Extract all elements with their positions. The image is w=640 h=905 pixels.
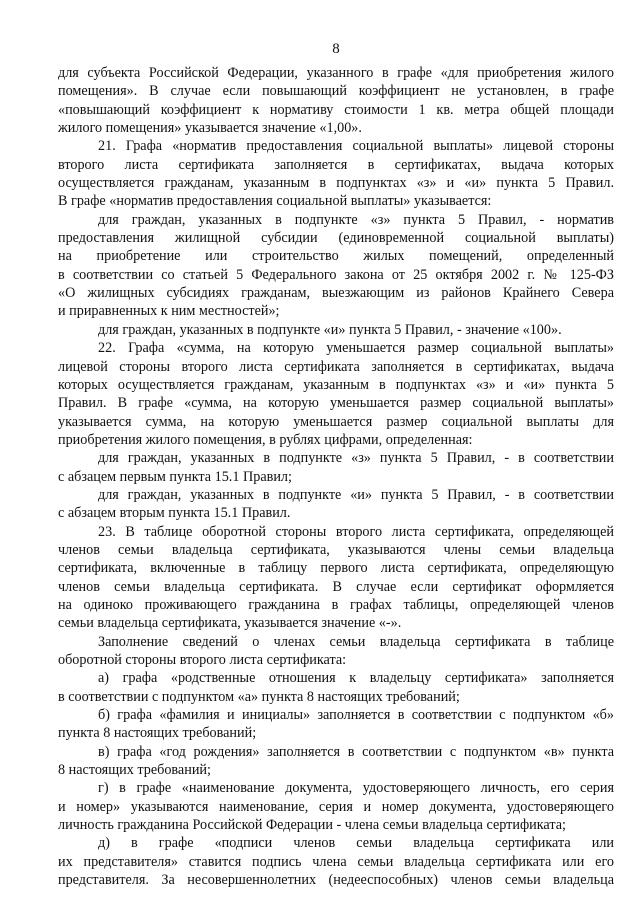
text-line: их представителя» ставится подпись члена семьи владельца сертификата или его [58, 853, 614, 870]
text-line: жилого помещения» указывается значение «1,00». [58, 120, 362, 137]
page-number: 8 [332, 41, 340, 57]
text-line: осуществляется гражданам, указанным в подпунктах «з» и «и» пункта 5 Правил. [58, 175, 614, 192]
text-line: Заполнение сведений о членах семьи владельца сертификата в таблице [98, 633, 614, 650]
text-line: для граждан, указанных в подпункте «и» пункта 5 Правил, - значение «100». [98, 321, 562, 338]
text-line: и номер» указываются наименование, серия и номер документа, удостоверяющего [58, 798, 614, 815]
text-line: «повышающий коэффициент к нормативу стоимости 1 кв. метра общей площади [58, 101, 614, 118]
text-line: и приравненных к ним местностей»; [58, 303, 280, 320]
text-line: б) графа «фамилия и инициалы» заполняется в соответствии с подпунктом «б» [98, 707, 614, 724]
document-body [58, 64, 614, 889]
text-line: Правил. В графе «сумма, на которую уменьшается размер социальной выплаты» [58, 395, 614, 412]
text-line: на одиноко проживающего гражданина в графах таблицы, определяющей членов [58, 596, 614, 613]
text-line: В графе «норматив предоставления социальной выплаты» указывается: [58, 193, 492, 210]
text-line: членов семьи владельца сертификата, указываются члены семьи владельца [58, 541, 614, 558]
text-line: 23. В таблице оборотной стороны второго листа сертификата, определяющей [98, 523, 614, 540]
text-line: с абзацем первым пункта 15.1 Правил; [58, 468, 292, 485]
text-line: личность гражданина Российской Федерации - члена семьи владельца сертификата; [58, 817, 566, 834]
text-line: в соответствии со статьей 5 Федерального закона от 25 октября 2002 г. № 125-ФЗ [58, 266, 614, 283]
text-line: для граждан, указанных в подпункте «з» пункта 5 Правил, - в соответствии [98, 450, 614, 467]
text-line: для граждан, указанных в подпункте «з» пункта 5 Правил, - норматив [98, 211, 614, 228]
text-line: в соответствии с подпунктом «а» пункта 8 настоящих требований; [58, 688, 460, 705]
text-line: г) в графе «наименование документа, удостоверяющего личность, его серия [98, 780, 614, 797]
text-line: пункта 8 настоящих требований; [58, 725, 257, 742]
document-page [58, 0, 614, 905]
text-line: предоставления жилищной субсидии (единовременной социальной выплаты) [58, 230, 614, 247]
text-line: для субъекта Российской Федерации, указанного в графе «для приобретения жилого [58, 65, 614, 81]
text-line: указывается сумма, на которую уменьшается размер социальной выплаты для [58, 413, 614, 430]
text-line: на приобретение или строительство жилых помещений, определенный [58, 248, 614, 265]
text-line: представителя. За несовершеннолетних (недееспособных) членов семьи владельца [58, 872, 614, 889]
text-line: 21. Графа «норматив предоставления социальной выплаты» лицевой стороны [98, 138, 614, 155]
text-line: членов семьи владельца сертификата. В случае если сертификат оформляется [58, 578, 614, 595]
text-line: сертификата, включенные в таблицу первого листа сертификата, определяющую [58, 560, 614, 577]
text-line: для граждан, указанных в подпункте «и» пункта 5 Правил, - в соответствии [98, 486, 614, 503]
text-line: помещения». В случае если повышающий коэффициент не установлен, в графе [58, 83, 614, 100]
text-line: д) в графе «подписи членов семьи владельца сертификата или [98, 835, 614, 852]
text-line: 8 настоящих требований; [58, 762, 211, 779]
text-line: оборотной стороны второго листа сертификата: [58, 652, 347, 668]
text-line: 22. Графа «сумма, на которую уменьшается размер социальной выплаты» [98, 340, 614, 357]
text-line: «О жилищных субсидиях гражданам, выезжающим из районов Крайнего Севера [58, 285, 614, 302]
text-line: которых осуществляется гражданам, указанным в подпунктах «з» и «и» пункта 5 [58, 376, 614, 393]
text-line: в) графа «год рождения» заполняется в соответствии с подпунктом «в» пункта [98, 743, 614, 760]
text-line: второго листа сертификата заполняется в сертификатах, выдача которых [58, 156, 614, 173]
text-line: приобретения жилого помещения, в рублях цифрами, определенная: [58, 431, 473, 448]
text-line: лицевой стороны второго листа сертификата заполняется в сертификатах, выдача [58, 358, 614, 375]
text-line: с абзацем вторым пункта 15.1 Правил. [58, 505, 291, 522]
text-line: а) графа «родственные отношения к владельцу сертификата» заполняется [98, 670, 614, 687]
text-line: семьи владельца сертификата, указывается значение «-». [58, 615, 402, 632]
